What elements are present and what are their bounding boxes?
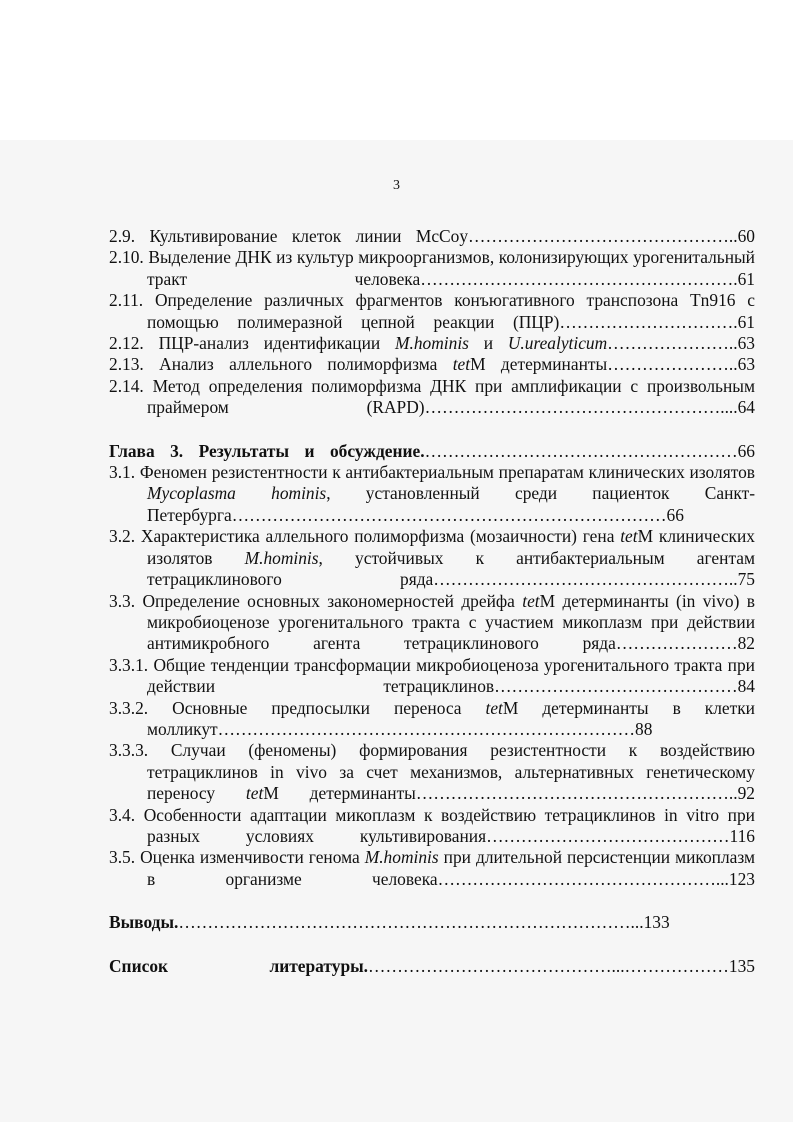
toc-entry-3-3-3: 3.3.3. Случаи (феномены) формирования резистентности к воздействию тетрациклинов in vivo за счет механизмов, альтернативных генетическому переносу tetM детерминанты………………………………………………..92 <box>109 740 755 804</box>
table-of-contents <box>109 226 755 977</box>
toc-entry-2-12: 2.12. ПЦР-анализ идентификации M.hominis и U.urealyticum…………………..63 <box>109 333 755 354</box>
toc-conclusions: Выводы.……………………………………………………………………...133 <box>109 912 670 933</box>
toc-entry-3-3-1: 3.3.1. Общие тенденции трансформации микробиоценоза урогенитального тракта при действии тетрациклинов……………………………………84 <box>109 654 755 697</box>
toc-chapter-3: Глава 3. Результаты и обсуждение.………………………………………………66 <box>109 440 755 461</box>
toc-entry-2-13: 2.13. Анализ аллельного полиморфизма tetM детерминанты…………………..63 <box>109 354 756 375</box>
page-number: 3 <box>393 178 400 193</box>
toc-entry-3-1: 3.1. Феномен резистентности к антибактериальным препаратам клинических изолятов Mycoplasma hominis, установленный среди пациенток Санкт-Петербурга…………………………………………………………………66 <box>109 462 755 525</box>
toc-references: Список литературы.……………………………………...………………135 <box>109 955 755 976</box>
toc-entry-3-2: 3.2. Характеристика аллельного полиморфизма (мозаичности) гена tetM клинических изолятов M.hominis, устойчивых к антибактериальным агентам тетрациклинового ряда……………………………………………..75 <box>109 526 755 590</box>
toc-entry-3-5: 3.5. Оценка изменчивости генома M.hominis при длительной персистенции микоплазм в организме человека…………………………………………...123 <box>109 847 755 889</box>
toc-entry-2-14: 2.14. Метод определения полиморфизма ДНК при амплификации с произвольным праймером (RAPD)……………………………………………....64 <box>109 375 755 418</box>
toc-entry-3-4: 3.4. Особенности адаптации микоплазм к воздействию тетрациклинов in vitro при разных условиях культивирования……………………………………116 <box>109 804 755 846</box>
toc-entry-3-3: 3.3. Определение основных закономерностей дрейфа tetM детерминанты (in vivo) в микробиоценозе урогенитального тракта с участием микоплазм при действии антимикробного агента тетрациклинового ряда…………………82 <box>109 590 755 654</box>
toc-entry-2-10: 2.10. Выделение ДНК из культур микроорганизмов, колонизирующих урогенитальный тракт человека……………………………………………….61 <box>109 247 755 289</box>
toc-entry-3-3-2: 3.3.2. Основные предпосылки переноса tetM детерминанты в клетки молликут………………………………………………………………88 <box>109 697 755 739</box>
toc-entry-2-9: 2.9. Культивирование клеток линии McCoy………………………………………..60 <box>109 226 755 246</box>
toc-entry-2-11: 2.11. Определение различных фрагментов конъюгативного транспозона Tn916 с помощью полимеразной цепной реакции (ПЦР)………………………….61 <box>109 290 755 332</box>
